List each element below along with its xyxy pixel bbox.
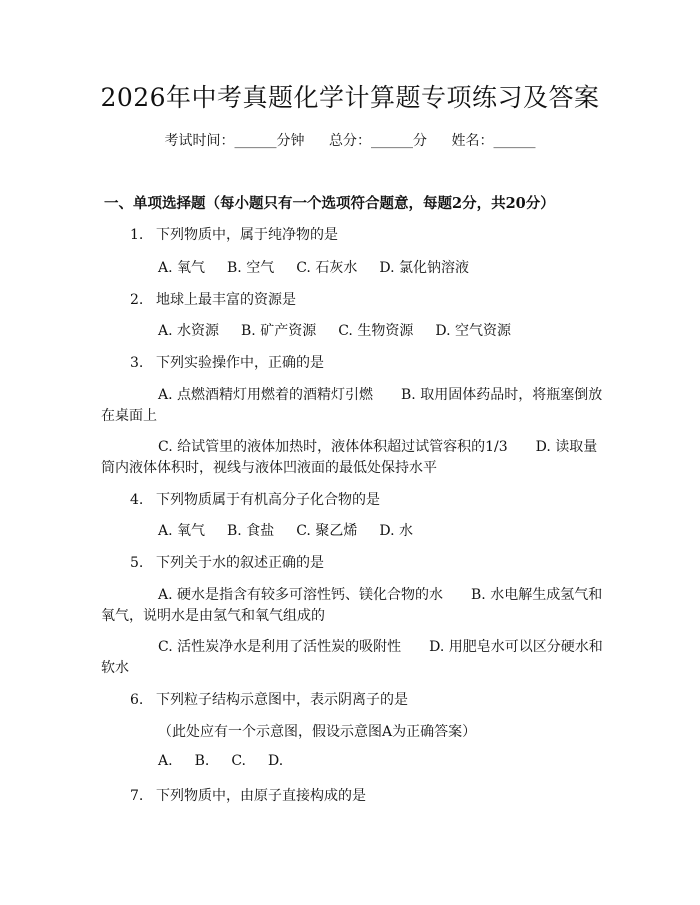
question-text: 下列物质属于有机高分子化合物的是 (156, 492, 380, 508)
option: D. 水 (379, 523, 413, 539)
option-line: 筒内液体体积时，视线与液体凹液面的最低处保持水平 (101, 460, 437, 476)
question-7 (130, 785, 366, 805)
question-number: 1. (130, 227, 144, 243)
question-number: 2. (130, 292, 144, 308)
option: A. (158, 753, 173, 769)
option: D. (267, 753, 284, 769)
option-line: 氧气，说明水是由氢气和氧气组成的 (101, 608, 325, 624)
question-text: 下列物质中，属于纯净物的是 (156, 227, 338, 243)
option: C. 聚乙烯 (296, 523, 358, 539)
question-6-note: （此处应有一个示意图，假设示意图A为正确答案） (158, 724, 477, 740)
option-line: 软水 (101, 660, 129, 676)
question-text: 下列关于水的叙述正确的是 (156, 555, 324, 571)
question-text: 下列粒子结构示意图中，表示阴离子的是 (156, 692, 408, 708)
option: A. 氧气 (158, 523, 206, 539)
option: B. 矿产资源 (241, 323, 317, 339)
option-line: A. 点燃酒精灯用燃着的酒精灯引燃 B. 取用固体药品时，将瓶塞倒放 (158, 387, 603, 403)
exam-info-row (0, 130, 700, 150)
option: A. 水资源 (158, 323, 220, 339)
document-title: 2026年中考真题化学计算题专项练习及答案 (100, 83, 600, 112)
question-1 (130, 224, 338, 244)
option: C. 生物资源 (338, 323, 414, 339)
question-3 (130, 352, 324, 372)
question-text: 地球上最丰富的资源是 (156, 292, 296, 308)
section-heading: 一、单项选择题（每小题只有一个选项符合题意，每题2分，共20分） (104, 195, 555, 212)
student-name-field: 姓名：______ (451, 133, 536, 149)
option-line: C. 给试管里的液体加热时，液体体积超过试管容积的1/3 D. 读取量 (158, 439, 598, 455)
question-number: 3. (130, 355, 144, 371)
question-number: 7. (130, 788, 144, 804)
question-4-options (158, 520, 435, 540)
question-6-options (158, 753, 305, 769)
question-number: 5. (130, 555, 144, 571)
option-line: A. 硬水是指含有较多可溶性钙、镁化合物的水 B. 水电解生成氢气和 (158, 587, 603, 603)
question-1-options (158, 257, 491, 277)
option-line: 在桌面上 (101, 408, 157, 424)
option: B. 食盐 (227, 523, 275, 539)
question-number: 4. (130, 492, 144, 508)
option-line: C. 活性炭净水是利用了活性炭的吸附性 D. 用肥皂水可以区分硬水和 (158, 639, 603, 655)
option: A. 氧气 (158, 260, 206, 276)
question-text: 下列物质中，由原子直接构成的是 (156, 788, 366, 804)
question-6 (130, 689, 408, 709)
question-text: 下列实验操作中，正确的是 (156, 355, 324, 371)
option: D. 氯化钠溶液 (379, 260, 469, 276)
option: B. (194, 753, 210, 769)
option: B. 空气 (227, 260, 275, 276)
exam-time-field: 考试时间：______分钟 (164, 133, 305, 149)
question-2 (130, 289, 296, 309)
question-4 (130, 489, 380, 509)
option: C. (231, 753, 246, 769)
option: D. 空气资源 (435, 323, 511, 339)
option: C. 石灰水 (296, 260, 358, 276)
total-score-field: 总分：______分 (329, 133, 427, 149)
question-2-options (158, 320, 533, 340)
question-number: 6. (130, 692, 144, 708)
question-5 (130, 552, 324, 572)
